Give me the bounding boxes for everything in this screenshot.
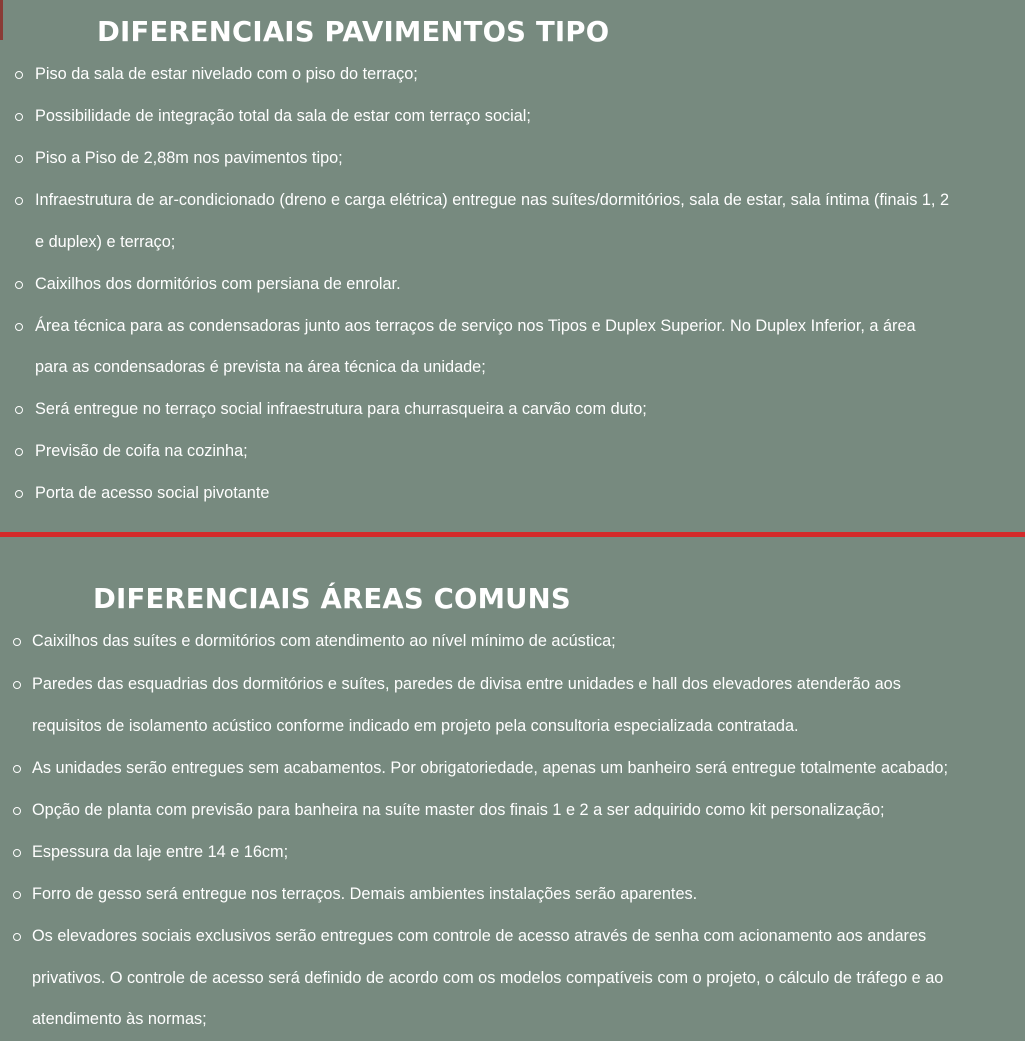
bullet-icon <box>15 71 23 79</box>
list-item-text: Será entregue no terraço social infraestrutura para churrasqueira a carvão com duto; <box>35 400 647 418</box>
bullet-icon <box>15 490 23 498</box>
list-item-text: Previsão de coifa na cozinha; <box>35 442 248 460</box>
list-item-text: Área técnica para as condensadoras junto aos terraços de serviço nos Tipos e Duplex Superior. No Duplex Inferior, a área <box>35 317 916 335</box>
list-item-text: Caixilhos dos dormitórios com persiana de enrolar. <box>35 275 401 293</box>
section-divider <box>0 532 1025 537</box>
section-title-pavimentos-tipo: DIFERENCIAIS PAVIMENTOS TIPO <box>97 16 610 48</box>
list-item-text: requisitos de isolamento acústico conforme indicado em projeto pela consultoria especializada contratada. <box>32 717 799 735</box>
edge-mark <box>0 0 3 40</box>
bullet-icon <box>13 807 21 815</box>
bullet-icon <box>13 933 21 941</box>
list-item-text: Possibilidade de integração total da sala de estar com terraço social; <box>35 107 531 125</box>
list-item-text: e duplex) e terraço; <box>35 233 176 251</box>
bullet-icon <box>13 681 21 689</box>
section-title-areas-comuns: DIFERENCIAIS ÁREAS COMUNS <box>93 583 571 615</box>
list-item-text: Porta de acesso social pivotante <box>35 484 270 502</box>
list-item-text: Infraestrutura de ar-condicionado (dreno e carga elétrica) entregue nas suítes/dormitórios, sala de estar, sala íntima (finais 1, 2 <box>35 191 950 209</box>
bullet-icon <box>15 113 23 121</box>
bullet-icon <box>13 849 21 857</box>
list-item-text: Piso a Piso de 2,88m nos pavimentos tipo; <box>35 149 343 167</box>
bullet-icon <box>13 638 21 646</box>
list-item-text: privativos. O controle de acesso será definido de acordo com os modelos compatíveis com o projeto, o cálculo de tráfego e ao <box>32 969 944 987</box>
bullet-icon <box>15 197 23 205</box>
list-item-text: Espessura da laje entre 14 e 16cm; <box>32 843 289 861</box>
bullet-icon <box>15 281 23 289</box>
list-item-text: Os elevadores sociais exclusivos serão entregues com controle de acesso através de senha com acionamento aos andares <box>32 927 927 945</box>
list-item-text: Caixilhos das suítes e dormitórios com atendimento ao nível mínimo de acústica; <box>32 632 616 650</box>
list-item-text: Piso da sala de estar nivelado com o piso do terraço; <box>35 65 418 83</box>
list-item-text: Forro de gesso será entregue nos terraços. Demais ambientes instalações serão aparentes. <box>32 885 698 903</box>
bullet-icon <box>15 155 23 163</box>
bullet-icon <box>13 765 21 773</box>
bullet-icon <box>15 323 23 331</box>
list-item-text: atendimento às normas; <box>32 1010 207 1028</box>
list-item-text: As unidades serão entregues sem acabamentos. Por obrigatoriedade, apenas um banheiro será entregue totalmente acabado; <box>32 759 948 777</box>
bullet-icon <box>13 891 21 899</box>
list-item-text: para as condensadoras é prevista na área técnica da unidade; <box>35 358 486 376</box>
list-item-text: Opção de planta com previsão para banheira na suíte master dos finais 1 e 2 a ser adquirido como kit personalização; <box>32 801 885 819</box>
list-item-text: Paredes das esquadrias dos dormitórios e suítes, paredes de divisa entre unidades e hall dos elevadores atenderão aos <box>32 675 901 693</box>
bullet-icon <box>15 406 23 414</box>
bullet-icon <box>15 448 23 456</box>
